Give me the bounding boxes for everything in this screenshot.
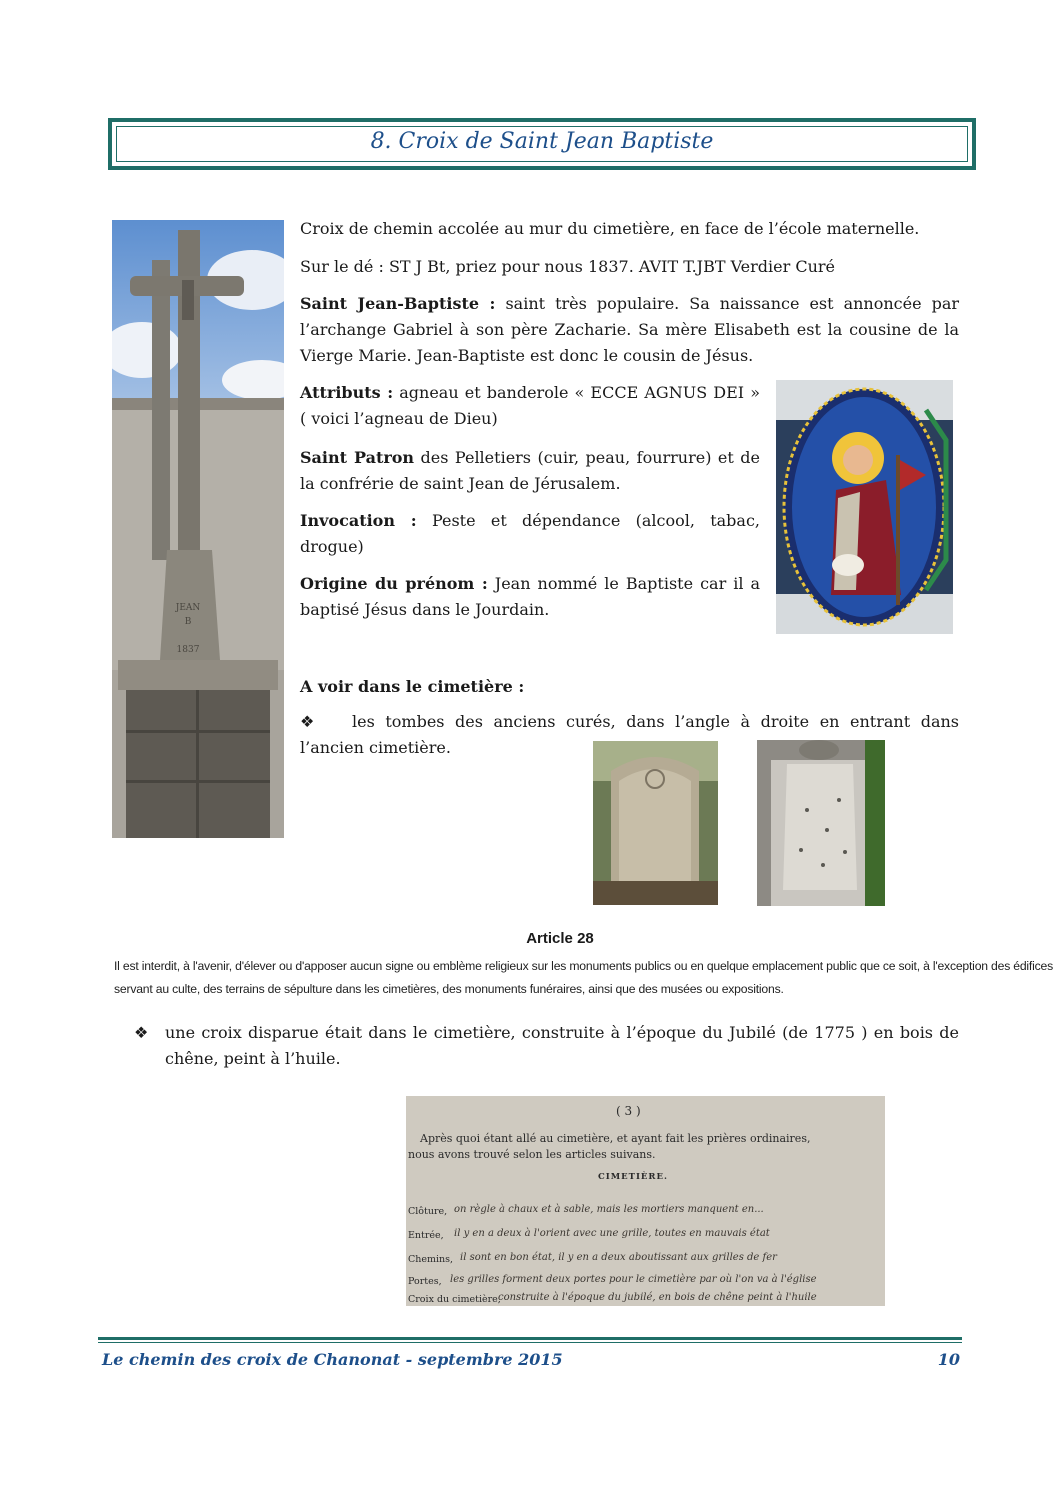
- article-line-2: servant au culte, des terrains de sépulture dans les cimetières, des monuments funéraires, ainsi que des musées ou expositions.: [114, 982, 784, 996]
- intro-line-1: Croix de chemin accolée au mur du cimetière, en face de l’école maternelle.: [300, 219, 920, 238]
- doc-line-2: nous avons trouvé selon les articles suivans.: [408, 1148, 656, 1161]
- doc-page-number: ( 3 ): [616, 1104, 641, 1118]
- bullet-icon: ❖: [134, 1023, 149, 1042]
- cross-engraving-1: JEAN: [175, 603, 201, 613]
- attributs-label: Attributs :: [300, 383, 394, 402]
- page-title: 8. Croix de Saint Jean Baptiste: [370, 129, 714, 154]
- doc-row-hand: les grilles forment deux portes pour le cimetière par où l'on va à l'église: [450, 1274, 817, 1285]
- origine-label: Origine du prénom :: [300, 574, 488, 593]
- attributs-paragraph: [300, 380, 760, 432]
- doc-row-hand: il y en a deux à l'orient avec une grille, toutes en mauvais état: [454, 1228, 770, 1239]
- saint-text: saint très populaire. Sa naissance est annoncée par l’archange Gabriel à son père Zacharie. Sa mère Elisabeth est la cousine de la Vierge Marie. Jean-Baptiste est donc le cousin de Jésus.: [300, 294, 960, 365]
- footer-rule-thin: [98, 1342, 962, 1343]
- invocation-label: Invocation :: [300, 511, 417, 530]
- footer-text: Le chemin des croix de Chanonat - septembre 2015: [102, 1350, 563, 1369]
- doc-row-label: Portes,: [408, 1276, 442, 1287]
- doc-row-label: Entrée,: [408, 1230, 444, 1241]
- origine-paragraph: [300, 571, 760, 623]
- origine-text: Jean nommé le Baptiste car il a baptisé Jésus dans le Jourdain.: [300, 574, 760, 619]
- doc-line-1: Après quoi étant allé au cimetière, et ayant fait les prières ordinaires,: [420, 1132, 811, 1145]
- cross-photo: [112, 220, 284, 838]
- title-box: [108, 118, 976, 170]
- cross-engraving-3: 1837: [176, 645, 200, 655]
- voir-bullet-1-text: les tombes des anciens curés, dans l’angle à droite en entrant dans l’ancien cimetière.: [300, 712, 959, 757]
- article-title: Article 28: [526, 930, 594, 947]
- page-number: 10: [937, 1350, 960, 1369]
- saint-label: Saint Jean-Baptiste :: [300, 294, 496, 313]
- doc-row-label: Croix du cimetière,: [408, 1294, 501, 1305]
- doc-row-label: Clôture,: [408, 1206, 448, 1217]
- article-line-1: Il est interdit, à l'avenir, d'élever ou d'apposer aucun signe ou emblème religieux sur les monuments publics ou en quelque emplacement public que ce soit, à l'exception des édifices: [114, 959, 1053, 973]
- doc-row-hand: il sont en bon état, il y en a deux aboutissant aux grilles de fer: [460, 1252, 777, 1263]
- invocation-paragraph: [300, 508, 760, 560]
- bullet-icon: ❖: [300, 712, 315, 731]
- patron-label: Saint Patron: [300, 448, 415, 467]
- invocation-text: Peste et dépendance (alcool, tabac, drogue): [300, 511, 760, 556]
- voir-heading: A voir dans le cimetière :: [300, 677, 525, 696]
- tomb-photo-2: [757, 740, 885, 906]
- footer-rule: [98, 1337, 962, 1340]
- doc-row-hand: on règle à chaux et à sable, mais les mortiers manquent en...: [454, 1204, 764, 1215]
- doc-row-hand: construite à l'époque du jubilé, en bois de chêne peint à l'huile: [498, 1292, 817, 1303]
- patron-text: des Pelletiers (cuir, peau, fourrure) et de la confrérie de saint Jean de Jérusalem.: [300, 448, 761, 493]
- attributs-text: agneau et banderole « ECCE AGNUS DEI » ( voici l’agneau de Dieu): [300, 383, 760, 428]
- saint-paragraph: [300, 291, 959, 369]
- intro-line-2: Sur le dé : ST J Bt, priez pour nous 1837. AVIT T.JBT Verdier Curé: [300, 257, 836, 276]
- cross-engraving-2: B: [184, 617, 192, 627]
- voir-bullet-2-text: une croix disparue était dans le cimetière, construite à l’époque du Jubilé (de 1775 ) en bois de chêne, peint à l’huile.: [165, 1023, 959, 1068]
- stained-glass-photo: [776, 380, 953, 634]
- doc-section: CIMETIÈRE.: [598, 1172, 668, 1182]
- tomb-photo-1: [593, 741, 718, 905]
- archive-document-photo: [406, 1096, 885, 1306]
- patron-paragraph: [300, 445, 760, 497]
- doc-row-label: Chemins,: [408, 1254, 454, 1265]
